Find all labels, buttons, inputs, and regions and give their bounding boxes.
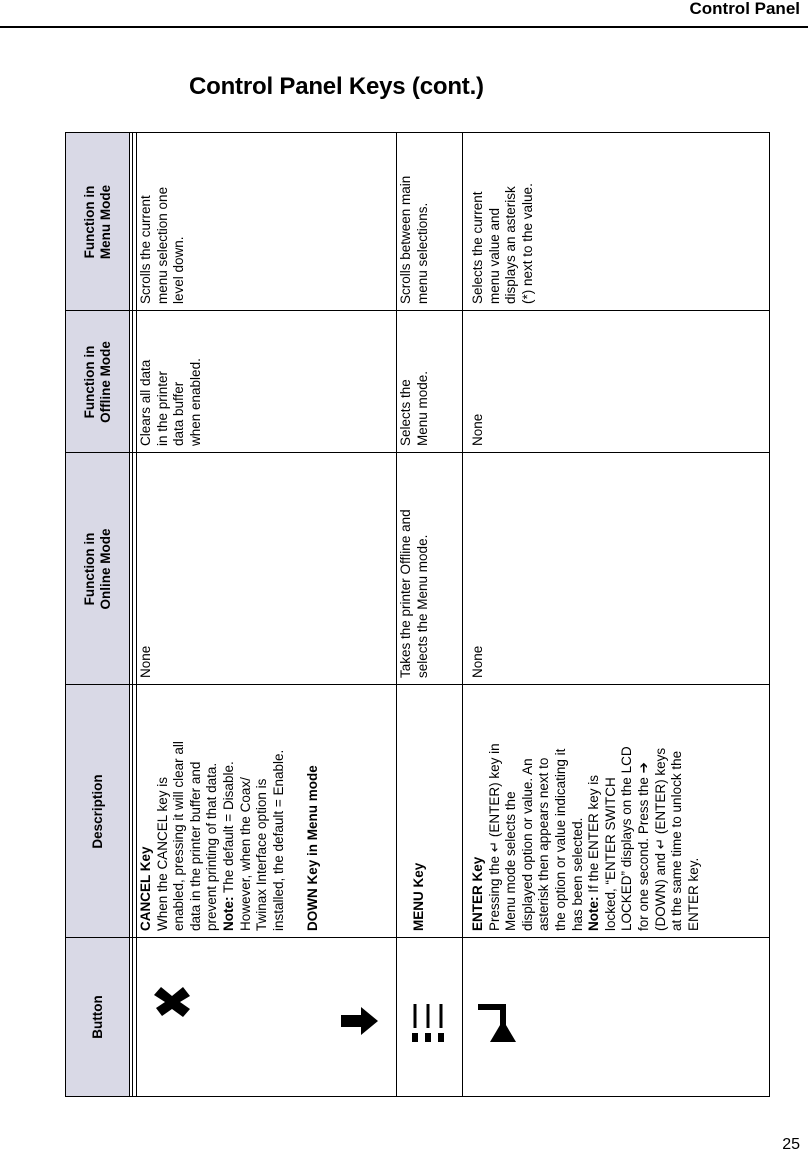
row2-menu: Scrolls between main menu selections. [398,175,430,304]
row1-menu: Scrolls the current menu selection one level down. [138,186,187,304]
row1-online: None [138,645,153,678]
header-rule-1 [129,133,130,1096]
row3-description: ENTER Key Pressing the ↵ (ENTER) key in Menu mode selects the displayed option or value. An asterisk then appears next to the option or value indicating it has been selected. Note: If the ENTER key is locked, “ENTER SWITCH LOCKED” displays on the LCD for one second. Press the ➔ (DOWN) and ↵ (ENTER) keys at the same time to unlock the ENTER key. [470,743,701,931]
down-arrow-icon [341,1006,379,1036]
row1-description: CANCEL Key When the CANCEL key is enabled, pressing it will clear all data in the printer buffer and prevent printing of that data. Note: The default = Disable. However, when the Coax/ Twinax Interface option is installed, the default = Enable. DOWN Key in Menu mode [138,741,321,931]
row2-description: MENU Key [411,862,426,931]
page-number: 25 [782,1136,800,1153]
enter-arrow-icon [478,996,516,1042]
header-rule-2 [132,133,133,1096]
header-button: Button [66,938,129,1096]
row1-offline: Clears all data in the printer data buffer when enabled. [138,358,203,446]
row1-button-cell [136,938,396,1096]
header-rule [0,26,808,28]
running-header: Control Panel [689,0,800,18]
row3-offline: None [470,413,485,446]
keys-table [65,132,770,1097]
row3-online: None [470,645,485,678]
header-menu: Function in Menu Mode [66,133,129,311]
header-offline: Function in Offline Mode [66,311,129,453]
page-title: Control Panel Keys (cont.) [189,73,484,100]
menu-icon [412,1002,448,1042]
row2-offline: Selects the Menu mode. [398,370,430,446]
col-divider-3 [66,452,769,453]
header-description: Description [66,685,129,938]
row3-button-cell [462,938,771,1096]
header-online: Function in Online Mode [66,453,129,685]
col-divider-4 [66,310,769,311]
row2-online: Takes the printer Offline and selects the Menu mode. [398,509,430,678]
row2-button-cell [396,938,462,1096]
row3-menu: Selects the current menu value and displays an asterisk (*) next to the value. [470,183,535,304]
cancel-x-icon [152,982,192,1022]
